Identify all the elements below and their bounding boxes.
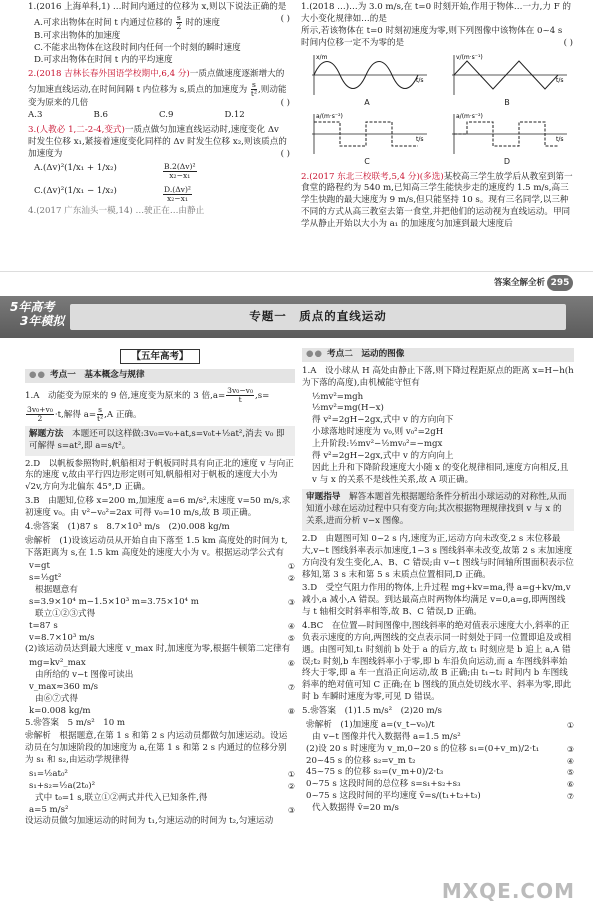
- method-text: 本题还可以这样做:3v₀=v₀+at,s=v₀t+½at²,消去 v₀ 即可解得 s=at²,即 a=s/t²。: [29, 428, 285, 451]
- question-source: 2.(2018 吉林长春外国语学校期中,6,4 分): [28, 69, 190, 80]
- question-text: 一质点做匀加速直线运动时,速度变化 Δv 时发生位移 x₁,紧接着速度变化同样的 Δv 时发生位移 x₂,则该质点的加速度为: [28, 124, 287, 159]
- graph-d-svg: [442, 110, 572, 156]
- equation-text: v_max≈360 m/s: [29, 682, 99, 693]
- equation-text: s₁+s₂=½a(2t₀)²: [29, 780, 96, 791]
- t-label: t/s: [416, 77, 424, 85]
- equation-number: ⑤: [566, 768, 574, 778]
- equation-6: [25, 658, 295, 670]
- equation-number: ①: [287, 562, 295, 572]
- chapter-banner: [0, 296, 593, 338]
- answer-right-column: [302, 346, 574, 916]
- equation-text: s=½gt²: [29, 573, 62, 584]
- option-a: [28, 14, 290, 31]
- numerator: B.2(Δv)²: [164, 162, 196, 172]
- question-source: 3.(人教必 1,二-2-4,变式): [28, 124, 125, 135]
- question-text: 一质点做速度逐渐增大的匀加速直线运动,在时间间隔 t 内位移为 s,质点的加速度为: [28, 69, 285, 96]
- answer-text: 1.A 动能变为原来的 9 倍,速度变为原来的 3 倍,a=: [25, 390, 226, 401]
- y-label: x/m: [316, 54, 328, 62]
- graph-c: [301, 110, 433, 167]
- answer-left-column: [25, 346, 295, 916]
- answer-2: 2.D 以帆板参照物时,帆船相对于帆板同时具有向正北的速度 v 与向正东的速度 v,故由平行四边形定则可知,帆船相对于帆板的速度大小为√2v,方向为北偏东 45°,D 正确。: [25, 458, 294, 493]
- method-box: [25, 426, 295, 456]
- fraction: [163, 186, 192, 203]
- equation-text: s=3.9×10⁴ m−1.5×10³ m=3.75×10⁴ m: [29, 597, 199, 608]
- section-heading-text: 【五年高考】: [120, 349, 199, 364]
- question-text: 1.(2018 …)…为 3.0 m/s,在 t=0 时刻开始,作用于物体…一力,力 F 的大小变化规律如…的是: [301, 2, 571, 24]
- graph-b-label: B: [504, 98, 510, 108]
- option-text: A.(Δv)²: [34, 163, 65, 174]
- page-number: 295: [547, 275, 573, 291]
- equation-number: ⑥: [287, 659, 295, 669]
- equation-text: v=gt: [29, 561, 51, 572]
- equation-number: ①: [287, 770, 295, 780]
- logo-line-1: 5年高考: [10, 300, 55, 314]
- topic-heading: [25, 369, 295, 383]
- chapter-title: 专题一 质点的直线运动: [249, 309, 387, 323]
- equation-number: ⑦: [287, 683, 295, 693]
- equation-text: ❀解析 (1)加速度 a=(v_t−v₀)/t: [306, 719, 435, 730]
- numerator: s: [176, 12, 181, 22]
- question-2: [28, 69, 290, 122]
- equation-7: [25, 682, 295, 694]
- text-line: 式中 t₀=1 s,联立①②两式并代入已知条件,得: [35, 792, 208, 803]
- t-label: t/s: [556, 136, 564, 144]
- site-watermark: MXQE.COM: [441, 879, 575, 904]
- numerator: 3v₀−v₀: [227, 385, 254, 395]
- graph-c-label: C: [364, 157, 370, 167]
- equation: ½mv²=mgh: [312, 391, 364, 402]
- numerator: s: [98, 404, 103, 414]
- method-title: 解题方法: [29, 428, 64, 439]
- text-line: 得 v²=2gH−2gx,式中 v 的方向向上: [312, 450, 454, 461]
- numerator: s: [252, 80, 256, 90]
- question-text: 某校高三学生放学后从教室到第一食堂的路程约为 540 m,已知高三学生能快步走的速度约 1.5 m/s,高三学生快跑的最大速度为 9 m/s,但只能坚持 10 s。现有三名同学,以三种不同的方式从高三教室去第一食堂,并把他们的运动视为直线运动。甲同学从静止开始以大小为 a₁ 的加速度匀加速到最大速度后: [301, 171, 573, 229]
- equation-number: ⑦: [566, 792, 574, 802]
- equation-10: [25, 781, 295, 793]
- equation-text: 0~75 s 这段时间的总位移 s=s₁+s₂+s₃: [306, 779, 461, 790]
- option-d: D.可求出物体在时间 t 内的平均速度: [34, 54, 173, 65]
- numerator: D.(Δv)²: [164, 185, 191, 195]
- answer-5-head: 5.❀答案 5 m/s² 10 m: [25, 717, 126, 728]
- answer-section-tag: 答案全解全析: [493, 278, 545, 288]
- answer-1: [25, 387, 295, 404]
- page-header: [0, 272, 593, 294]
- text-line: 代入数据得 v̄=20 m/s: [312, 802, 399, 813]
- topic-heading-text: 考点一 基本概念与规律: [50, 370, 145, 381]
- equation-text: a=5 m/s²: [29, 804, 69, 815]
- equation-1: [302, 720, 574, 732]
- logo-line-2: 3年模拟: [20, 314, 65, 328]
- graph-a: [301, 51, 433, 108]
- equation-number: ④: [566, 756, 574, 766]
- equation-number: ⑤: [287, 633, 295, 643]
- answer-bracket: ( ): [563, 37, 573, 48]
- equation-text: v=8.7×10³ m/s: [29, 632, 95, 643]
- chapter-title-box: [70, 304, 566, 330]
- text-line: 小球落地时速度为 v₀,则 v₀²=2gH: [312, 427, 444, 438]
- denominator: t²: [250, 89, 258, 99]
- equation-text: k=0.008 kg/m: [29, 705, 91, 716]
- text-line: 根据题意有: [35, 585, 78, 596]
- answer-bracket: ( ): [280, 98, 290, 109]
- answer-text: ,s=: [255, 390, 270, 401]
- equation-text: 45~75 s 的位移 s₃=(v_m+0)/2·t₃: [306, 767, 444, 778]
- option-b: B.可求出物体的加速度: [34, 30, 121, 41]
- graph-a-svg: [302, 51, 432, 97]
- equation: ½mv²=mg(H−x): [312, 403, 384, 414]
- equation-number: ③: [287, 598, 295, 608]
- reading-guide-box: [302, 489, 574, 531]
- answer-4: 4.BC 在位置—时间图像中,图线斜率的绝对值表示速度大小,斜率的正负表示速度的方向,两图线的交点表示同一时刻处于同一位置即追及或相遇。由图可知,t₁ 时刻前 b 处于 a 的后方,故 t₁ 时刻应是 b 追上 a,A 错误;t₂ 时刻,b 车图线斜率小于零,即 b 车沿负向运动,而 a 车图线斜率始终大于零,即 a 车一直沿正向运动,故 B 正确;由 t₁~t₂ 时间内 b 车图线斜率的绝对值可知 C 正确;在 b 图线的顶点处切线水平、斜率为零,即此时 b 车瞬时速度为零,可见 D 错误。: [302, 621, 572, 703]
- equation-1: [25, 561, 295, 573]
- question-3: [28, 125, 290, 203]
- option-d: [162, 186, 290, 203]
- equation-3: [302, 756, 574, 768]
- answer-5-analysis: ❀解析 根据题意,在第 1 s 和第 2 s 内运动员都做匀加速运动。设运动员在匀加速阶段的加速度为 a,在第 1 s 和第 2 s 内通过的位移分别为 s₁ 和 s₂,由运动学规律得: [25, 731, 288, 766]
- answer-text: ·t,解得 a=: [54, 409, 97, 420]
- equation-4: [25, 621, 295, 633]
- equation-9: [25, 769, 295, 781]
- fraction: [176, 14, 182, 31]
- denominator: x₂−x₁: [169, 171, 191, 181]
- text-line: (2)该运动员达到最大速度 v_max 时,加速度为零,根据牛顿第二定律有: [25, 644, 291, 655]
- answer-5-head: 5.❀答案 (1)1.5 m/s² (2)20 m/s: [302, 706, 442, 717]
- denominator: 2: [37, 413, 43, 423]
- equation-number: ③: [287, 805, 295, 815]
- equation-number: ③: [566, 744, 574, 754]
- equation-2: [25, 573, 295, 585]
- text-line: 设运动员做匀加速运动的时间为 t₁,匀速运动的时间为 t₂,匀速运动: [25, 816, 274, 827]
- tip-title: 审题指导: [306, 492, 341, 503]
- equation-3: [25, 597, 295, 609]
- answer-text: ,A 正确。: [104, 409, 142, 420]
- equation-number: ②: [287, 781, 295, 791]
- book-logo: [10, 300, 66, 334]
- question-text: ,则动能变为原来的几倍: [28, 85, 287, 109]
- text-line: 由 v−t 图像并代入数据得 a=1.5 m/s²: [312, 731, 461, 742]
- previous-page-right-column: [301, 2, 573, 231]
- equation-number: ②: [287, 574, 295, 584]
- question-2: [301, 172, 573, 231]
- equation-4: [302, 767, 574, 779]
- option-text: (1/x₁ + 1/x₂): [64, 163, 117, 174]
- question-source: 2.(2017 东北三校联考,5,4 分)(多选): [301, 171, 444, 182]
- text-line: 上升阶段:½mv²−½mv₀²=−mgx: [312, 439, 443, 450]
- graph-options: [301, 51, 573, 167]
- denominator: x₂−x₁: [166, 194, 188, 204]
- answer-3: 3.D 受空气阻力作用的物体,上升过程 mg+kv=ma,得 a=g+kv/m,v 减小,a 减小,A 错误。到达最高点时两物体均满足 v=0,a=g,即两图线与 t 轴相交时斜率相等,故 B、C 错误,D 正确。: [302, 583, 571, 618]
- equation-number: ①: [566, 720, 574, 730]
- option-c: C.9: [159, 110, 174, 121]
- question-text: 所示,若该物体在 t=0 时刻初速度为零,则下列图像中该物体在 0~4 s 时间内位移一定不为零的是: [301, 25, 563, 48]
- graph-d-label: D: [503, 157, 511, 167]
- topic-heading: [302, 348, 574, 362]
- question-1: [28, 2, 290, 66]
- graph-a-label: A: [364, 98, 370, 108]
- graph-d: [441, 110, 573, 167]
- text-line: 由⑥⑦式得: [35, 693, 78, 704]
- options-row: [28, 110, 290, 122]
- equation-6: [302, 791, 574, 803]
- bullet-dots-icon: ●●: [306, 349, 323, 359]
- answer-1: 1.A 设小球从 H 高处由静止下落,则下降过程距原点的距离 x=H−h(h 为下落的高度),由机械能守恒有: [302, 365, 574, 388]
- text-line: 因此上升和下降阶段速度大小随 x 的变化规律相同,速度方向相反,且 v 与 x 的关系不是线性关系,故 A 项正确。: [312, 462, 569, 485]
- option-text: A.可求出物体在时间 t 内通过位移的: [34, 17, 175, 28]
- equation-5: [302, 779, 574, 791]
- equation-8: [25, 706, 295, 718]
- previous-page-fragment: [0, 0, 593, 272]
- answer-3: 3.B 由题知,位移 x=200 m,加速度 a=6 m/s²,末速度 v=50 m/s,求初速度 v₀。由 v²−v₀²=2ax 可得 v₀=10 m/s,故 B 项正确。: [25, 496, 291, 518]
- equation-text: 0~75 s 这段时间的平均速度 v̄=s/(t₁+t₂+t₃): [306, 791, 481, 802]
- question-intro: [301, 2, 573, 49]
- denominator: t²: [97, 413, 104, 423]
- option-c: C.(Δv)²(1/x₁ − 1/x₂): [34, 186, 117, 197]
- text-line: 联立①②③式得: [35, 608, 96, 619]
- equation-number: ⑥: [566, 780, 574, 790]
- option-a: A.3: [28, 110, 43, 121]
- equation-text: 20~45 s 的位移 s₂=v_m t₂: [306, 755, 416, 766]
- answer-bracket: ( ): [280, 148, 290, 159]
- equation-text: s₁=½at₀²: [29, 769, 68, 780]
- numerator: 3v₀+v₀: [27, 404, 53, 414]
- previous-page-left-column: [28, 2, 290, 221]
- bullet-dots-icon: ●●: [29, 370, 46, 381]
- fraction: [26, 406, 54, 423]
- equation-number: ④: [287, 621, 295, 631]
- fraction: [163, 163, 197, 180]
- equation-text: (2)设 20 s 时速度为 v_m,0~20 s 的位移 s₁=(0+v_m)/2·t₁: [306, 743, 540, 754]
- equation-11: [25, 805, 295, 817]
- y-label: a/(m·s⁻²): [316, 113, 343, 121]
- answer-2: 2.D 由题图可知 0~2 s 内,速度为正,运动方向未改变,2 s 末位移最大,v−t 图线斜率表示加速度,1~3 s 图线斜率未改变,故第 2 s 末加速度方向没有发生变化,A、B、C 错误;由 v−t 图线与时间轴所围面积表示位移知,第 3 s 末和第 5 s 末质点位置相同,D 正确。: [302, 534, 574, 580]
- denominator: t: [238, 394, 242, 404]
- t-label: t/s: [556, 77, 564, 85]
- text-line: 得 v²=2gH−2gx,式中 v 的方向向下: [312, 415, 454, 426]
- option-d: D.12: [224, 110, 245, 121]
- question-4-cut: 4.(2017 广东汕头一模,14) …驶正在…由静止: [28, 206, 205, 217]
- question-text: 1.(2016 上海单科,1) …时间内通过的位移为 x,则以下说法正确的是: [28, 2, 287, 12]
- text-line: 由所给的 v−t 图像可读出: [35, 670, 134, 681]
- y-label: v/(m·s⁻¹): [456, 54, 483, 62]
- fraction: [226, 387, 254, 404]
- equation-2: [302, 744, 574, 756]
- graph-c-svg: [302, 110, 432, 156]
- graph-b-svg: [442, 51, 572, 97]
- answer-4-analysis: ❀解析 (1)设该运动员从开始自由下落至 1.5 km 高度处的时间为 t,下落距离为 s,在 1.5 km 高度处的速度大小为 v。根据运动学公式有: [25, 535, 288, 558]
- y-label: a/(m·s⁻²): [456, 113, 483, 121]
- topic-heading-text: 考点二 运动的图像: [327, 349, 405, 359]
- equation-5: [25, 633, 295, 645]
- option-c: C.不能求出物体在这段时间内任何一个时刻的瞬时速度: [34, 42, 241, 53]
- answer-1-cont: [25, 406, 295, 423]
- option-text: 时的速度: [182, 17, 220, 28]
- options-grid: [28, 163, 290, 203]
- equation-text: t=87 s: [29, 620, 58, 631]
- answer-bracket: ( ): [280, 13, 290, 24]
- section-heading: [25, 350, 295, 363]
- fraction: [97, 406, 103, 423]
- option-a: [34, 163, 162, 180]
- fraction: [251, 81, 257, 98]
- option-b: B.6: [93, 110, 109, 121]
- equation-number: ⑧: [287, 706, 295, 716]
- answer-4-head: 4.❀答案 (1)87 s 8.7×10³ m/s (2)0.008 kg/m: [25, 521, 230, 532]
- tip-text: 解答本题首先根据题给条件分析出小球运动的对称性,从而知道小球在运动过程中只有变方向;其次根据物理规律找到 v 与 x 的关系,进而分析 v−x 图像。: [306, 492, 567, 527]
- denominator: 2: [176, 21, 182, 31]
- equation-text: mg=kv²_max: [29, 658, 86, 669]
- option-b: [162, 163, 290, 180]
- t-label: t/s: [416, 136, 424, 144]
- graph-b: [441, 51, 573, 108]
